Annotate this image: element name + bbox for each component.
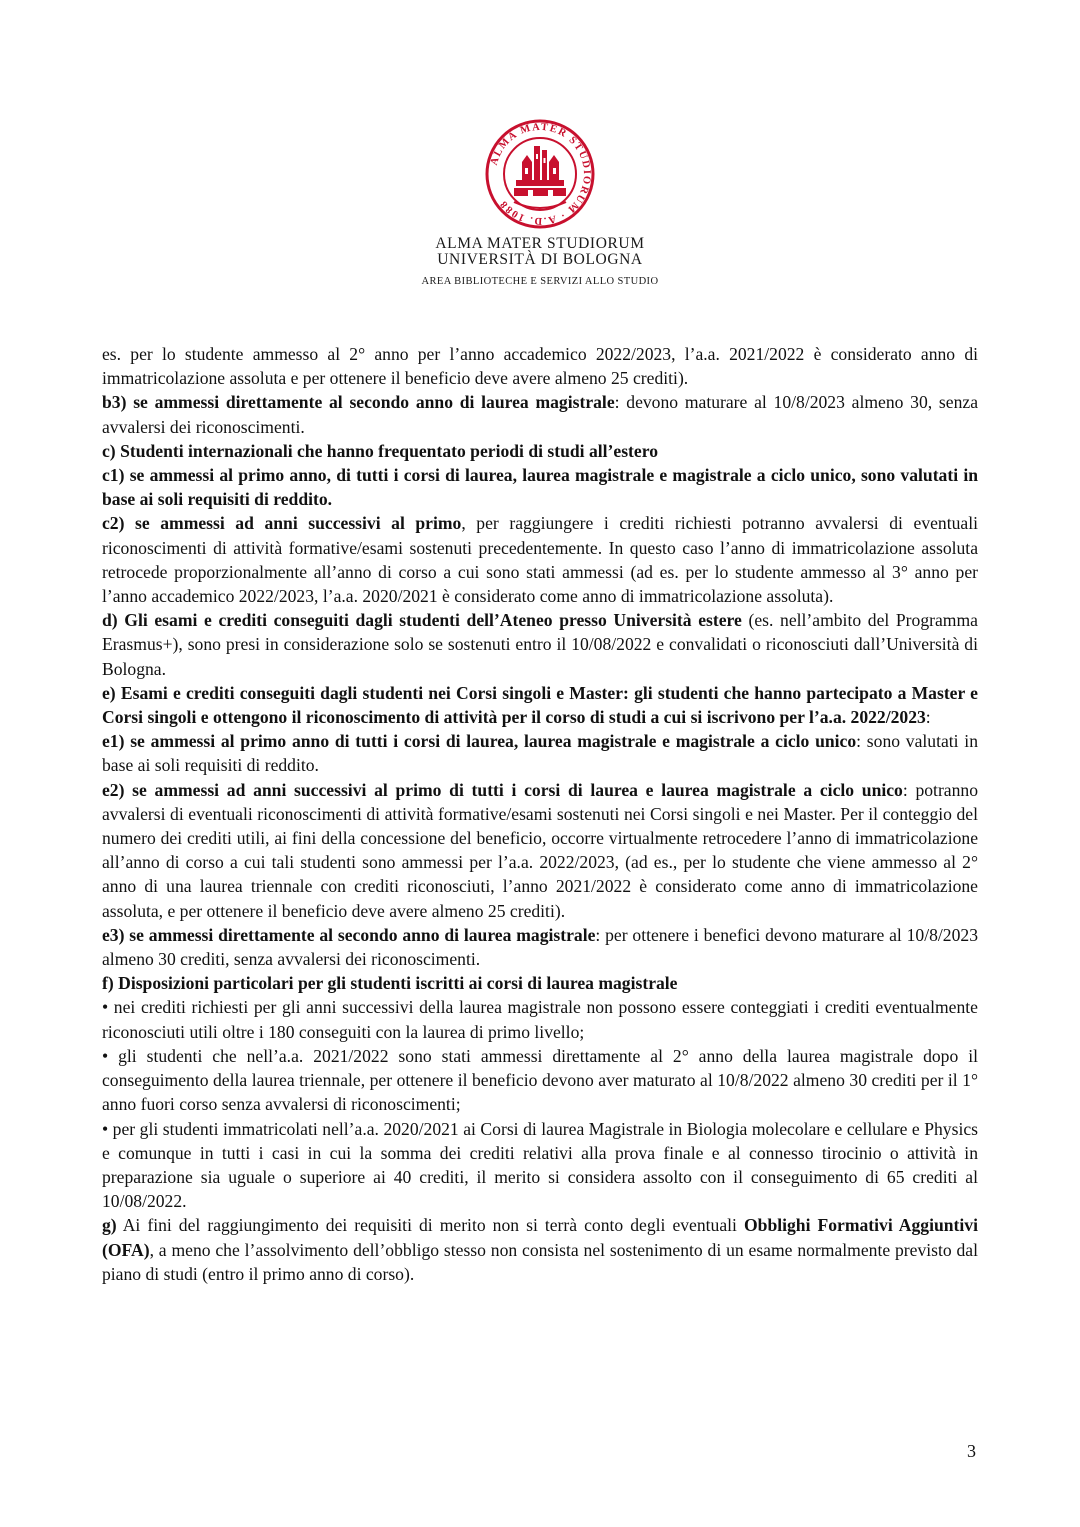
- paragraph-c1: c1) se ammessi al primo anno, di tutti i corsi di laurea, laurea magistrale e magistrale a ciclo unico, sono valutati in base ai soli requisiti di reddito.: [102, 465, 978, 510]
- page-number: 3: [967, 1441, 976, 1461]
- paragraph-g: g) Ai fini del raggiungimento dei requisiti di merito non si terrà conto degli eventuali Obblighi Formativi Aggiuntivi (OFA), a meno che l’assolvimento dell’obbligo stesso non consista nel sostenimento di un esame normalmente previsto dal piano di studi (entro il primo anno di corso).: [102, 1215, 978, 1284]
- heading-c: c) Studenti internazionali che hanno frequentato periodi di studi all’estero: [102, 440, 659, 461]
- paragraph-e: e) Esami e crediti conseguiti dagli studenti nei Corsi singoli e Master: gli studenti che hanno partecipato a Master e Corsi singoli e ottengono il riconoscimento di attività per il corso di studi a cui si iscrivono per l’a.a. 2022/2023:: [102, 682, 978, 728]
- paragraph-d: d) Gli esami e crediti conseguiti dagli studenti dell’Ateneo presso Università estere (es. nell’ambito del Programma Erasmus+), sono presi in considerazione solo se sostenuti entro il 10/08/2022 e convalidati o riconosciuti dall’Università di Bologna.: [102, 610, 978, 679]
- bullet-item: • per gli studenti immatricolati nell’a.a. 2020/2021 ai Corsi di laurea Magistrale in Biologia molecolare e cellulare e Physics e comunque in tutti i casi in cui la somma dei crediti relativi alla prova finale e al connesso tirocinio o attività in preparazione sia uguale o superiore ai 40 crediti, il merito si considera assolto con il conseguimento di 65 crediti al 10/08/2022.: [102, 1118, 978, 1212]
- bullet-item: • gli studenti che nell’a.a. 2021/2022 sono stati ammessi direttamente al 2° anno della laurea magistrale dopo il conseguimento della laurea triennale, per ottenere il beneficio devono aver maturato al 10/8/2022 almeno 30 crediti per il 1° anno fuori corso senza avvalersi di riconoscimenti;: [102, 1045, 978, 1115]
- seal-icon: [484, 118, 596, 230]
- paragraph-intro: es. per lo studente ammesso al 2° anno per l’anno accademico 2022/2023, l’a.a. 2021/2022 è considerato anno di immatricolazione assoluta e per ottenere il beneficio deve avere almeno 25 crediti).: [102, 344, 978, 389]
- paragraph-c2: c2) se ammessi ad anni successivi al primo, per raggiungere i crediti richiesti potranno avvalersi di eventuali riconoscimenti di attività formative/esami sostenuti precedentemente. In questo caso l’anno di immatricolazione assoluta retrocede proporzionalmente all’anno di corso a cui sono stati ammessi (ad es. per lo studente ammesso al 3° anno per l’anno accademico 2022/2023, l’a.a. 2020/2021 è considerato come anno di immatricolazione assoluta).: [102, 513, 978, 607]
- bullet-item: • nei crediti richiesti per gli anni successivi della laurea magistrale non possono essere conteggiati i crediti eventualmente riconosciuti utili oltre i 180 conseguiti con la laurea di primo livello;: [102, 997, 978, 1042]
- university-name: [0, 236, 1080, 268]
- seal-text: ALMA MATER STUDIORUM · A.D. 1088: [488, 121, 593, 227]
- university-seal: [484, 118, 596, 230]
- paragraph-e3: e3) se ammessi direttamente al secondo anno di laurea magistrale: per ottenere i benefici devono maturare al 10/8/2023 almeno 30 crediti, senza avvalersi dei riconoscimenti.: [102, 924, 978, 970]
- document-body: [102, 342, 978, 1286]
- university-name-line1: ALMA MATER STUDIORUM: [435, 235, 645, 252]
- heading-f: f) Disposizioni particolari per gli studenti iscritti ai corsi di laurea magistrale: [102, 973, 678, 994]
- paragraph-e1: e1) se ammessi al primo anno di tutti i corsi di laurea, laurea magistrale e magistrale a ciclo unico: sono valutati in base ai soli requisiti di reddito.: [102, 731, 978, 776]
- document-header: [0, 118, 1080, 287]
- paragraph-e2: e2) se ammessi ad anni successivi al primo di tutti i corsi di laurea e laurea magistrale a ciclo unico: potranno avvalersi di eventuali riconoscimenti di attività formative/esami sostenuti nei Corsi singoli e nei Master. Per il conteggio del numero dei crediti utili, ai fini della concessione del beneficio, occorre virtualmente retrocedere l’anno di immatricolazione all’anno di corso a cui tali studenti sono ammessi per l’a.a. 2022/2023, (ad es., per lo studente che viene ammesso al 2° anno di una laurea triennale con crediti riconosciuti, l’anno 2021/2022 è considerato come anno di immatricolazione assoluta, e per ottenere il beneficio deve avere almeno 25 crediti).: [102, 779, 979, 921]
- paragraph-b3: b3) se ammessi direttamente al secondo anno di laurea magistrale: devono maturare al 10/8/2023 almeno 30, senza avvalersi dei riconoscimenti.: [102, 392, 978, 437]
- area-name: AREA BIBLIOTECHE E SERVIZI ALLO STUDIO: [421, 276, 659, 287]
- university-name-line2: UNIVERSITÀ DI BOLOGNA: [437, 251, 643, 268]
